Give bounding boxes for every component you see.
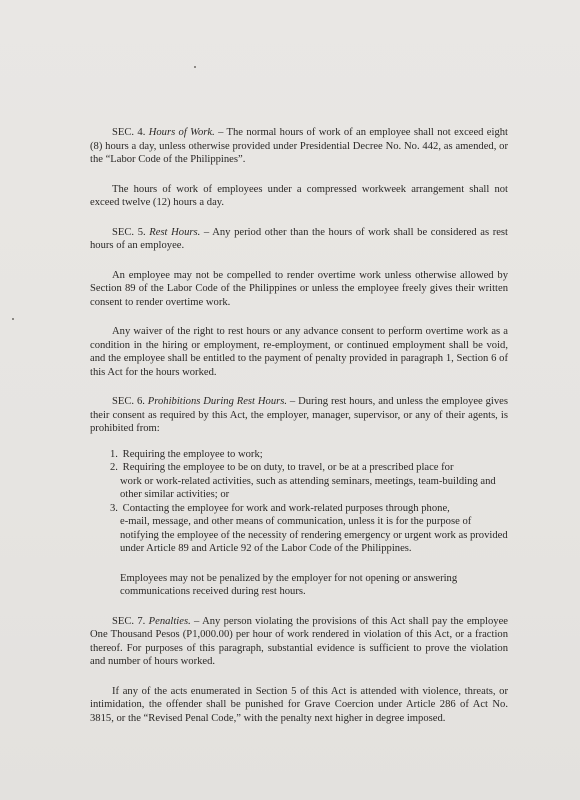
prohibitions-list xyxy=(90,448,508,556)
list-text: Requiring the employee to be on duty, to travel, or be at a prescribed place for xyxy=(122,462,454,473)
sec4-paragraph xyxy=(90,126,508,167)
sec5-paragraph xyxy=(90,226,508,253)
sec5-body: – Any period other than the hours of work shall be considered as rest hours of an employee. xyxy=(90,226,509,251)
sec6-paragraph xyxy=(90,395,508,436)
sec7-title: Penalties. xyxy=(148,615,191,627)
list-item xyxy=(110,502,508,556)
paper-speck xyxy=(194,66,196,68)
sec6-note: Employees may not be penalized by the employer for not opening or answering communications received during rest hours. xyxy=(120,572,458,597)
sec5-heading: SEC. 5. xyxy=(112,226,146,238)
list-number: 2. xyxy=(110,462,118,473)
sec7-heading: SEC. 7. xyxy=(112,615,146,627)
sec6-body: – During rest hours, and unless the employee gives their consent as required by this Act, the employer, manager, supervisor, or any of their agents, is prohibited from: xyxy=(90,396,508,434)
sec4-body: – The normal hours of work of an employee shall not exceed eight (8) hours a day, unless otherwise provided under Presidential Decree No. No. 442, as amended, or the “Labor Code of the Philippines”. xyxy=(90,127,508,165)
sec4-title: Hours of Work. xyxy=(148,127,215,138)
sec6-title: Prohibitions During Rest Hours. xyxy=(147,396,288,407)
sec6-heading: SEC. 6. xyxy=(112,396,145,407)
sec4-heading: SEC. 4. xyxy=(112,127,146,138)
list-text: Requiring the employee to work; xyxy=(122,448,263,460)
list-text-continued: work or work-related activities, such as attending seminars, meetings, team-building and other similar activities; or xyxy=(120,475,496,500)
sec4-paragraph-2: The hours of work of employees under a compressed workweek arrangement shall not exceed twelve (12) hours a day. xyxy=(90,183,508,208)
list-text: Contacting the employee for work and work-related purposes through phone, xyxy=(122,502,450,514)
sec5-paragraph-2: An employee may not be compelled to render overtime work unless otherwise allowed by Section 89 of the Labor Code of the Philippines or unless the employee freely gives their written consent to render overtime work. xyxy=(90,269,508,308)
sec7-paragraph-2: If any of the acts enumerated in Section 5 of this Act is attended with violence, threats, or intimidation, the offender shall be punished for Grave Coercion under Article 286 of Act No. 3815, or the “Revised Penal Code,” with the penalty next higher in degree imposed. xyxy=(90,685,508,724)
sec5-title: Rest Hours. xyxy=(149,226,201,238)
list-item xyxy=(110,461,508,502)
sec7-body: – Any person violating the provisions of this Act shall pay the employee One Thousand Pesos (P1,000.00) per hour of work rendered in violation of this Act, or a fraction thereof. For purposes of this paragraph, substantial evidence is sufficient to prove the violation and number of hours worked. xyxy=(90,615,508,667)
sec7-paragraph xyxy=(90,615,508,669)
sec5-paragraph-3: Any waiver of the right to rest hours or any advance consent to perform overtime work as a condition in the hiring or employment, re-employment, or continued employment shall be void, and the employee shall be entitled to the payment of penalty provided in paragraph 1, Section 6 of this Act for the hours worked. xyxy=(90,326,508,378)
paper-speck xyxy=(12,318,14,320)
list-number: 3. xyxy=(110,502,118,514)
list-item xyxy=(110,448,508,462)
list-text-continued: e-mail, message, and other means of communication, unless it is for the purpose of notifying the employee of the necessity of rendering emergency or urgent work as provided under Article 89 and Article 92 of the Labor Code of the Philippines. xyxy=(120,516,508,554)
list-number: 1. xyxy=(110,448,118,460)
document-body xyxy=(90,126,508,741)
